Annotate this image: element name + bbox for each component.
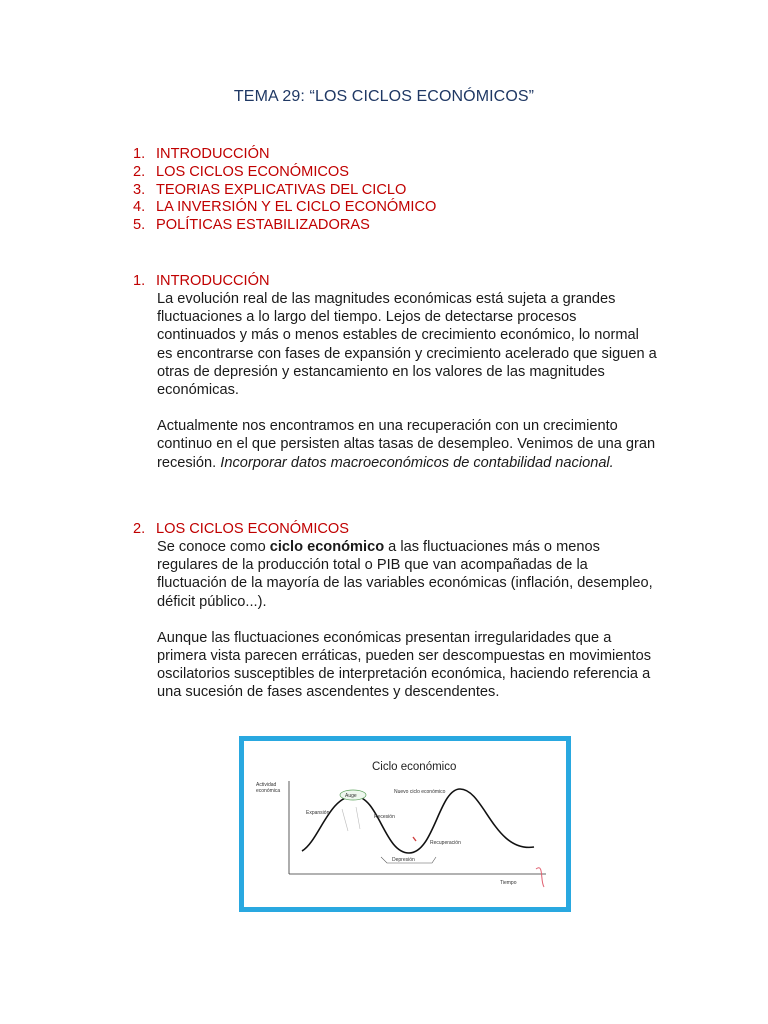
toc-item: 1. INTRODUCCIÓN xyxy=(133,146,270,162)
toc-item-label: INTRODUCCIÓN xyxy=(156,146,270,162)
y-axis-label: económica xyxy=(256,788,281,794)
bold-term: ciclo económico xyxy=(269,539,385,555)
toc-item: 2. LOS CICLOS ECONÓMICOS xyxy=(133,163,349,180)
label-auge: Auge xyxy=(345,793,357,799)
section-heading: 2. LOS CICLOS ECONÓMICOS xyxy=(133,521,349,537)
italic-note: Incorporar datos macroeconómicos de contabilidad nacional. xyxy=(220,454,614,471)
cycle-diagram xyxy=(244,741,566,907)
label-recuperacion: Recuperación xyxy=(430,840,461,846)
section-heading: 1. INTRODUCCIÓN xyxy=(133,273,270,289)
label-recesion: Recesión xyxy=(374,814,395,820)
figure-title: Ciclo económico xyxy=(372,761,457,773)
table-of-contents xyxy=(133,146,436,235)
toc-item-label: TEORIAS EXPLICATIVAS DEL CICLO xyxy=(156,181,407,198)
section-body xyxy=(157,290,657,472)
section-ciclos xyxy=(133,520,653,702)
cycle-curve xyxy=(302,789,534,853)
label-depresion: Depresión xyxy=(392,857,415,863)
toc-item-label: LA INVERSIÓN Y EL CICLO ECONÓMICO xyxy=(156,199,437,216)
hand-annotation-lines xyxy=(342,807,360,831)
paragraph: Actualmente nos encontramos en una recuperación con un crecimiento continuo en el que persisten altas tasas de desempleo. Venimos de una gran recesión. Incorporar datos macroeconómicos de contabilidad nacional. xyxy=(157,418,656,471)
paragraph: Aunque las fluctuaciones económicas presentan irregularidades que a primera vista parecen erráticas, pueden ser descompuestas en movimientos oscilatorios susceptibles de interpretación económica, haciendo referencia a una sucesión de fases ascendentes y descendentes. xyxy=(157,629,651,701)
paragraph: La evolución real de las magnitudes económicas está sujeta a grandes fluctuaciones a lo largo del tiempo. Lejos de detectarse procesos continuados y más o menos estables de crecimiento económico, lo normal es encontrarse con fases de expansión y crecimiento acelerado que siguen a otras de depresión y estancamiento en los valores de las magnitudes económicas. xyxy=(157,291,657,399)
section-body xyxy=(157,538,657,702)
toc-item: 3. TEORIAS EXPLICATIVAS DEL CICLO xyxy=(133,181,407,198)
toc-item-label: POLÍTICAS ESTABILIZADORAS xyxy=(156,217,370,234)
label-nuevo-ciclo: Nuevo ciclo económico xyxy=(394,789,446,795)
y-axis-label: Actividad xyxy=(256,782,277,788)
x-axis-label: Tiempo xyxy=(500,880,517,886)
paragraph: Se conoce como ciclo económico a las fluctuaciones más o menos regulares de la producción total o PIB que van acompañadas de la fluctuación de la mayoría de las variables económicas (inflación, desempleo, déficit público...). xyxy=(157,539,653,610)
red-tick-mark xyxy=(413,837,416,841)
section-introduccion xyxy=(133,272,657,472)
document-title: TEMA 29: “LOS CICLOS ECONÓMICOS” xyxy=(233,88,535,105)
toc-item: 5. POLÍTICAS ESTABILIZADORAS xyxy=(133,217,370,234)
cycle-figure xyxy=(239,736,571,912)
toc-item-label: LOS CICLOS ECONÓMICOS xyxy=(156,163,349,180)
label-expansion: Expansión xyxy=(306,810,330,816)
red-annotation-mark xyxy=(536,868,544,887)
toc-item: 4. LA INVERSIÓN Y EL CICLO ECONÓMICO xyxy=(133,199,437,216)
